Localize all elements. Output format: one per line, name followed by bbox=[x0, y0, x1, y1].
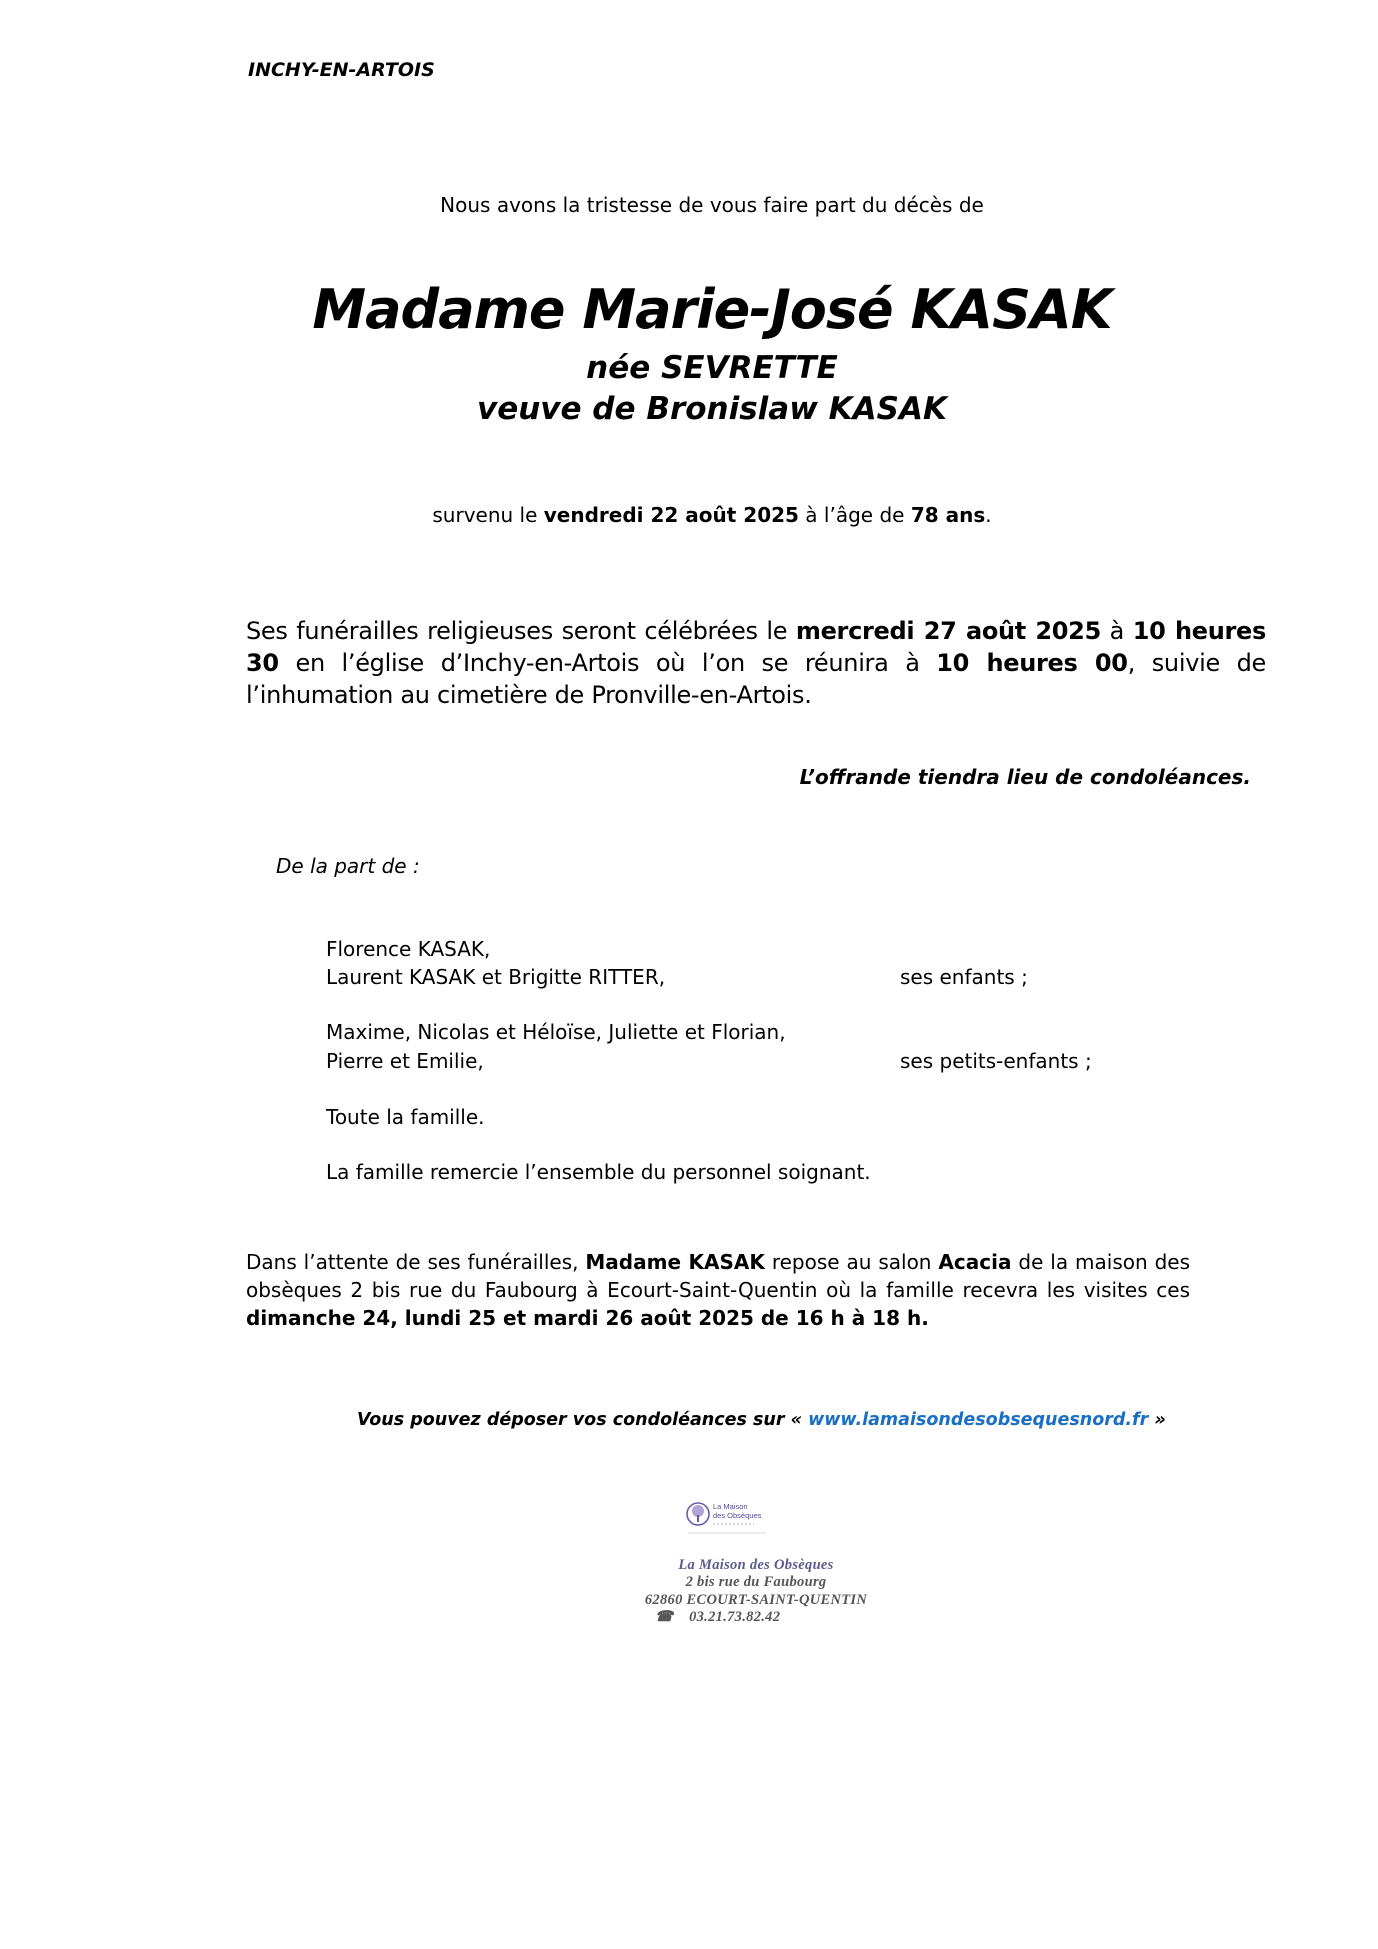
phone-icon: ☎ bbox=[655, 1609, 674, 1625]
funeral-text-4: , suivie de l’inhumation au cimetière de Pronville-en-Artois. bbox=[246, 649, 1266, 709]
children-relation: ses enfants ; bbox=[900, 965, 1028, 989]
company-city: 62860 ECOURT-SAINT-QUENTIN bbox=[644, 1592, 868, 1608]
offering-note: L’offrande tiendra lieu de condoléances. bbox=[799, 765, 1251, 789]
death-mid: à l’âge de bbox=[798, 503, 911, 527]
repose-salon: Acacia bbox=[938, 1250, 1012, 1274]
funeral-date: mercredi 27 août 2025 bbox=[795, 617, 1101, 645]
repose-paragraph bbox=[246, 1248, 1190, 1332]
tree-emblem-icon bbox=[686, 1498, 772, 1542]
condolences-suffix: » bbox=[1148, 1410, 1166, 1430]
repose-text-1: Dans l’attente de ses funérailles, bbox=[246, 1250, 586, 1274]
grandchildren-relation: ses petits-enfants ; bbox=[900, 1049, 1092, 1073]
logo-text-2: des Obsèques bbox=[713, 1511, 762, 1520]
whole-family-line: Toute la famille. bbox=[326, 1105, 485, 1129]
thanks-line: La famille remercie l’ensemble du personnel soignant. bbox=[326, 1160, 871, 1184]
maiden-name: née SEVRETTE bbox=[586, 350, 838, 386]
death-notice-line bbox=[0, 503, 1378, 527]
company-street: 2 bis rue du Faubourg bbox=[685, 1574, 827, 1590]
deceased-name: Madame Marie-José KASAK bbox=[312, 278, 1112, 341]
company-name: La Maison des Obsèques bbox=[678, 1557, 834, 1573]
condolences-prefix: Vous pouvez déposer vos condoléances sur « bbox=[357, 1410, 809, 1430]
company-phone-line bbox=[655, 1609, 780, 1626]
widow-of: veuve de Bronislaw KASAK bbox=[476, 391, 948, 427]
grandchildren-line-1: Maxime, Nicolas et Héloïse, Juliette et Florian, bbox=[326, 1020, 786, 1044]
death-prefix: survenu le bbox=[432, 503, 544, 527]
funeral-text-1: Ses funérailles religieuses seront célébrées le bbox=[246, 617, 796, 645]
death-end: . bbox=[985, 503, 992, 527]
condolences-line bbox=[357, 1410, 1166, 1430]
company-logo bbox=[686, 1498, 772, 1542]
children-line-2: Laurent KASAK et Brigitte RITTER, bbox=[326, 965, 666, 989]
death-age: 78 ans bbox=[910, 503, 986, 527]
repose-text-3: de la maison des obsèques 2 bis rue du Faubourg à Ecourt-Saint-Quentin où la famille recevra les visites ces bbox=[246, 1250, 1190, 1302]
children-line-1: Florence KASAK, bbox=[326, 937, 491, 961]
funeral-text-2: à bbox=[1100, 617, 1133, 645]
logo-text-1: La Maison bbox=[713, 1502, 748, 1511]
grandchildren-line-2: Pierre et Emilie, bbox=[326, 1049, 484, 1073]
death-date: vendredi 22 août 2025 bbox=[543, 503, 799, 527]
from-label: De la part de : bbox=[276, 854, 420, 878]
funeral-text-3: en l’église d’Inchy-en-Artois où l’on se réunira à bbox=[278, 649, 937, 677]
funeral-time: 10 heures 30 bbox=[246, 617, 1266, 677]
condolences-link[interactable]: www.lamaisondesobsequesnord.fr bbox=[808, 1410, 1149, 1430]
gather-time: 10 heures 00 bbox=[936, 649, 1128, 677]
visit-dates: dimanche 24, lundi 25 et mardi 26 août 2025 de 16 h à 18 h. bbox=[246, 1306, 929, 1330]
repose-name: Madame KASAK bbox=[585, 1250, 765, 1274]
company-phone: 03.21.73.82.42 bbox=[689, 1609, 781, 1625]
funeral-paragraph bbox=[246, 615, 1266, 711]
town-heading: INCHY-EN-ARTOIS bbox=[248, 59, 435, 81]
repose-text-2: repose au salon bbox=[764, 1250, 939, 1274]
announcement-intro: Nous avons la tristesse de vous faire part du décès de bbox=[440, 193, 984, 217]
